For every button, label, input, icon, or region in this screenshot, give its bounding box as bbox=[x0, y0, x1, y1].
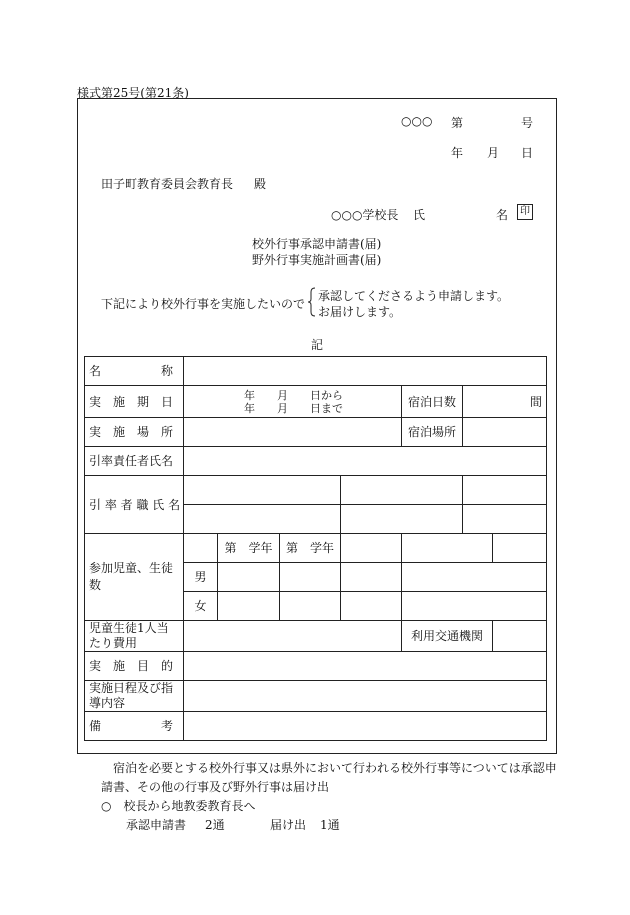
remarks-label: 備 考 bbox=[85, 712, 184, 741]
ref-number-dai: 第 bbox=[451, 116, 464, 130]
escorts-label: 引 率 者 職 氏 名 bbox=[85, 476, 184, 534]
leader-value[interactable] bbox=[184, 447, 547, 476]
grade-header-blank[interactable] bbox=[341, 534, 402, 563]
table-row bbox=[85, 652, 547, 681]
addressee-honorific: 殿 bbox=[254, 177, 267, 191]
grade-header-blank[interactable] bbox=[402, 534, 493, 563]
option-notify: お届けします。 bbox=[318, 305, 402, 319]
table-row bbox=[85, 476, 547, 505]
escort-cell[interactable] bbox=[184, 505, 341, 534]
name-value[interactable] bbox=[184, 357, 547, 386]
note-line-2: 請書、その他の行事及び野外行事は届け出 bbox=[101, 780, 330, 794]
date-month: 月 bbox=[487, 146, 500, 160]
period-to: 年 月 日まで bbox=[244, 401, 343, 415]
addressee: 田子町教育委員会教育長 bbox=[101, 177, 234, 191]
sender-mei: 名 bbox=[496, 208, 509, 222]
lodging-label: 宿泊場所 bbox=[402, 418, 463, 447]
count-cell[interactable] bbox=[402, 563, 547, 592]
document-title-1: 校外行事承認申請書(届) bbox=[252, 237, 382, 251]
ki-heading: 記 bbox=[311, 338, 324, 352]
seal-box: 印 bbox=[517, 204, 533, 220]
period-label: 実 施 期 日 bbox=[85, 386, 184, 418]
sender-shi: 氏 bbox=[413, 208, 426, 222]
purpose-label: 実 施 目 的 bbox=[85, 652, 184, 681]
participants-corner bbox=[184, 534, 218, 563]
purpose-value[interactable] bbox=[184, 652, 547, 681]
escort-cell[interactable] bbox=[341, 505, 463, 534]
table-row bbox=[85, 357, 547, 386]
count-cell[interactable] bbox=[341, 592, 402, 621]
table-row bbox=[85, 386, 547, 418]
remarks-value[interactable] bbox=[184, 712, 547, 741]
nights-label: 宿泊日数 bbox=[402, 386, 463, 418]
nights-unit: 間 bbox=[530, 394, 543, 409]
period-from: 年 月 日から bbox=[244, 388, 343, 402]
count-cell[interactable] bbox=[402, 592, 547, 621]
date-year: 年 bbox=[451, 146, 464, 160]
leader-label: 引率責任者氏名 bbox=[85, 447, 184, 476]
escort-cell[interactable] bbox=[463, 476, 547, 505]
count-cell[interactable] bbox=[218, 592, 280, 621]
note-line-3: ○ 校長から地教委教育長へ bbox=[101, 799, 256, 813]
note-line-1: 宿泊を必要とする校外行事又は県外において行われる校外行事等については承認申 bbox=[113, 761, 557, 775]
male-label: 男 bbox=[184, 563, 218, 592]
note-notice-count: 1通 bbox=[320, 818, 340, 832]
schedule-value[interactable] bbox=[184, 681, 547, 712]
sender-school: ○○○学校長 bbox=[331, 208, 399, 222]
count-cell[interactable] bbox=[218, 563, 280, 592]
details-table bbox=[84, 356, 547, 741]
nights-value[interactable] bbox=[463, 386, 547, 418]
count-cell[interactable] bbox=[280, 592, 341, 621]
ref-number-prefix: ○○○ bbox=[401, 114, 433, 128]
table-row bbox=[85, 418, 547, 447]
note-application-count: 2通 bbox=[205, 818, 225, 832]
table-row bbox=[85, 447, 547, 476]
note-notice-label: 届け出 bbox=[270, 818, 307, 832]
table-row bbox=[85, 712, 547, 741]
curly-brace-icon bbox=[307, 287, 316, 317]
place-label: 実 施 場 所 bbox=[85, 418, 184, 447]
escort-cell[interactable] bbox=[341, 476, 463, 505]
schedule-label: 実施日程及び指導内容 bbox=[85, 681, 184, 712]
grade-1-header: 第 学年 bbox=[218, 534, 280, 563]
cost-value[interactable] bbox=[184, 621, 402, 652]
name-label: 名 称 bbox=[85, 357, 184, 386]
grade-header-blank[interactable] bbox=[493, 534, 547, 563]
escort-cell[interactable] bbox=[184, 476, 341, 505]
grade-2-header: 第 学年 bbox=[280, 534, 341, 563]
period-value[interactable] bbox=[184, 386, 402, 418]
lodging-value[interactable] bbox=[463, 418, 547, 447]
table-row bbox=[85, 534, 547, 563]
table-row bbox=[85, 681, 547, 712]
female-label: 女 bbox=[184, 592, 218, 621]
option-apply: 承認してくださるよう申請します。 bbox=[318, 289, 510, 303]
transport-value[interactable] bbox=[493, 621, 547, 652]
date-day: 日 bbox=[521, 146, 534, 160]
ref-number-go: 号 bbox=[521, 116, 534, 130]
count-cell[interactable] bbox=[280, 563, 341, 592]
participants-label: 参加児童、生徒数 bbox=[85, 534, 184, 621]
document-title-2: 野外行事実施計画書(届) bbox=[252, 253, 382, 267]
cost-label: 児童生徒1人当たり費用 bbox=[85, 621, 184, 652]
transport-label: 利用交通機関 bbox=[402, 621, 493, 652]
count-cell[interactable] bbox=[341, 563, 402, 592]
form-number-label: 様式第25号(第21条) bbox=[77, 86, 189, 100]
escort-cell[interactable] bbox=[463, 505, 547, 534]
note-application-label: 承認申請書 bbox=[126, 818, 187, 832]
table-row bbox=[85, 621, 547, 652]
place-value[interactable] bbox=[184, 418, 402, 447]
intro-text: 下記により校外行事を実施したいので bbox=[101, 297, 306, 311]
